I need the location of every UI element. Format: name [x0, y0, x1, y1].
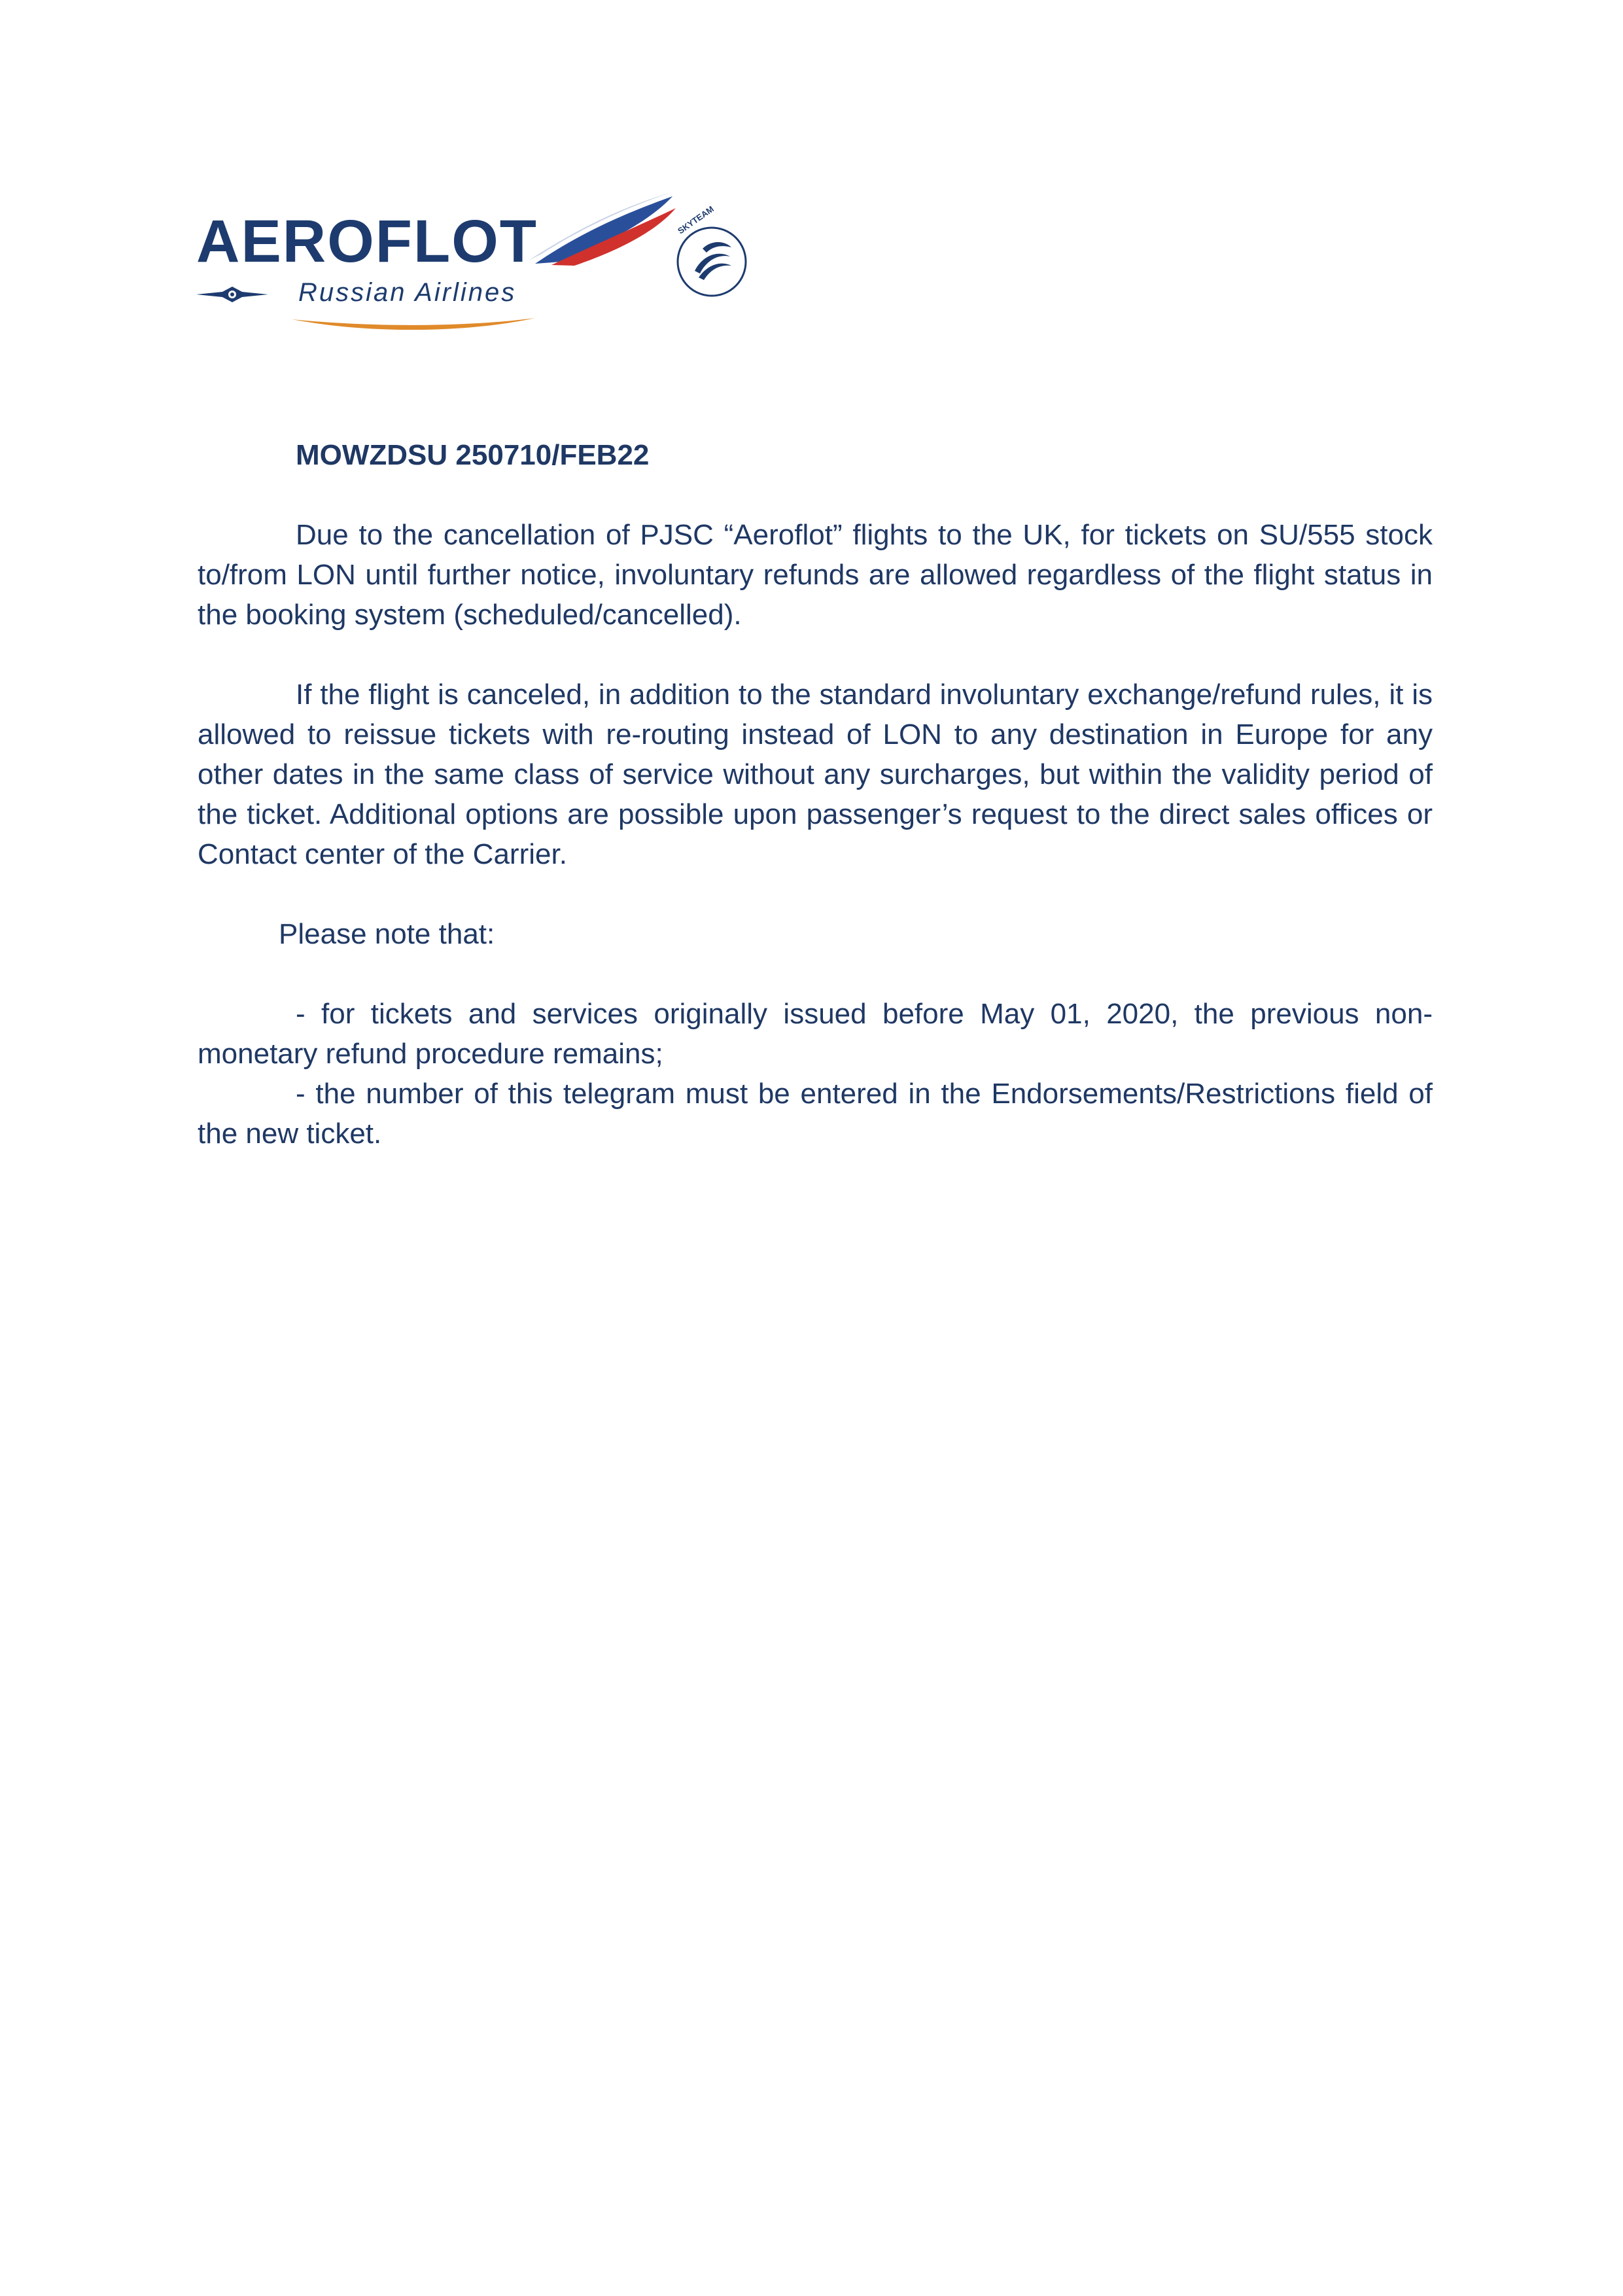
flag-swoosh-icon	[529, 192, 676, 266]
orange-swoosh-icon	[292, 318, 535, 330]
note-intro: Please note that:	[279, 918, 495, 950]
note-item-previous-procedure: - for tickets and services originally issued before May 01, 2020, the previous non-monetary refund procedure remains;	[198, 998, 1433, 1070]
winged-emblem-icon	[196, 287, 268, 302]
brand-wordmark: AEROFLOT	[196, 208, 538, 275]
skyteam-emblem-icon	[678, 228, 746, 296]
paragraph-rerouting: If the flight is canceled, in addition to the standard involuntary exchange/refund rules, it is allowed to reissue tickets with re-routing instead of LON to any destination in Europe for any other dates in the same class of service without any surcharges, but within the validity period of the ticket. Additional options are possible upon passenger’s request to the direct sales offices or Contact center of the Carrier.	[198, 679, 1433, 870]
paragraph-refunds: Due to the cancellation of PJSC “Aeroflot” flights to the UK, for tickets on SU/555 stock to/from LON until further notice, involuntary refunds are allowed regardless of the flight status in the booking system (scheduled/cancelled).	[198, 519, 1433, 631]
aeroflot-logo	[195, 188, 751, 339]
logo-graphic	[195, 188, 751, 339]
skyteam-label: SKYTEAM	[676, 203, 716, 236]
telegram-document	[198, 435, 1433, 1154]
brand-subtitle: Russian Airlines	[298, 278, 517, 307]
note-item-endorsement: - the number of this telegram must be entered in the Endorsements/Restrictions field of the new ticket.	[198, 1078, 1433, 1150]
telegram-number: MOWZDSU 250710/FEB22	[296, 439, 650, 471]
